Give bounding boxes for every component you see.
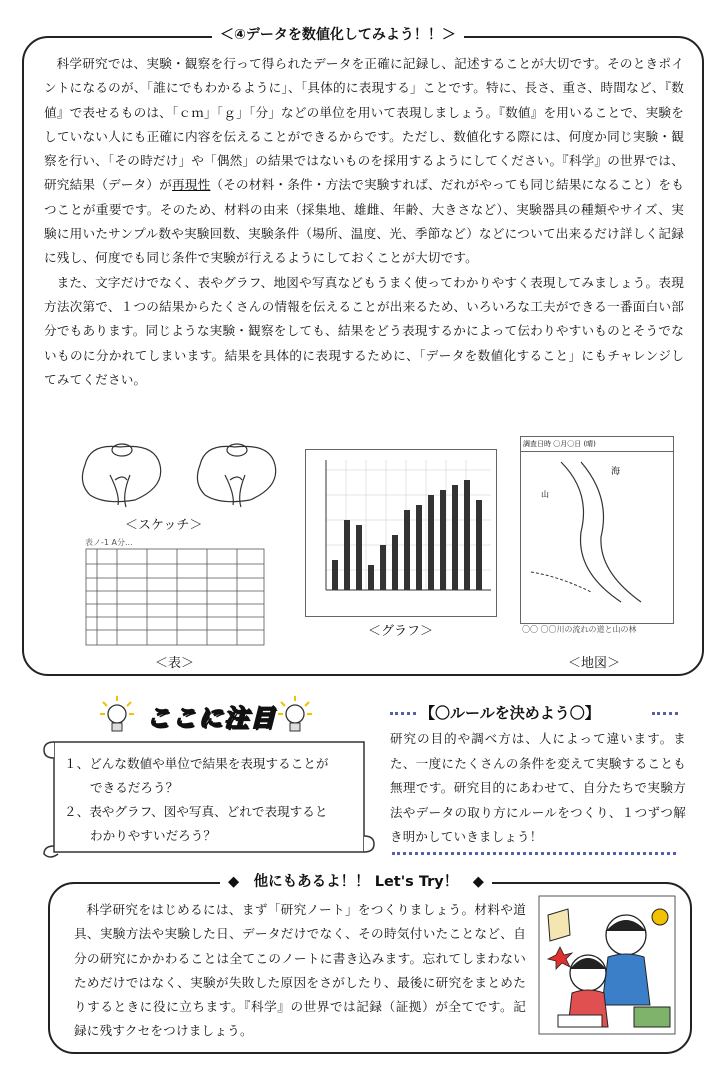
caption-map: ＜地図＞ — [568, 656, 621, 671]
graph-figure — [305, 449, 497, 617]
attention-item-1: １、どんな数値や単位で結果を表現することが — [64, 756, 329, 771]
map-figure — [520, 436, 674, 624]
letstry-title: ◆ 他にもあるよ！！ Let's Try！ ◆ — [220, 870, 492, 891]
attention-list — [64, 752, 364, 848]
attention-item-2: ２、表やグラフ、図や写真、どれで表現すると — [64, 804, 328, 819]
rules-bottom-dots — [392, 852, 676, 855]
light-bulb-icon — [100, 696, 134, 736]
section-body — [44, 52, 684, 392]
rules-title: 【〇ルールを決めよう〇】 — [420, 704, 600, 722]
underlined-term: 再現性 — [172, 177, 211, 193]
map-mountain-label: 山 — [541, 490, 549, 499]
rules-dots-right — [652, 712, 678, 715]
paragraph-2: また、文字だけでなく、表やグラフ、地図や写真などもうまく使ってわかりやすく表現してみましょう。表現方法次第で、１つの結果からたくさんの情報を伝えることが出来るため、いろいろな工夫ができる一番面白い部分でもあります。同じような実験・観察をしても、結果をどう表現するかによって伝わりやすいものとそうでないものに分かれてしまいます。結果を具体的に表現するために、「データを数値化すること」にもチャレンジしてみてください。 — [44, 274, 684, 387]
map-sea-label: 海 — [611, 467, 621, 477]
map-footer: 〇〇 〇〇川の流れの道と山の林 — [522, 625, 637, 634]
attention-item-1-cont: できるだろう？ — [90, 780, 179, 795]
map-header: 調査日時 〇月〇日 (晴) — [521, 437, 673, 452]
table-grid — [85, 548, 265, 646]
sketch-figure — [60, 425, 290, 515]
caption-table: ＜表＞ — [155, 656, 195, 671]
table-figure — [85, 537, 265, 647]
map-drawing — [521, 452, 673, 612]
table-header-scribble: 表ノ-1 A分... — [85, 538, 133, 547]
kids-reading-illustration — [538, 895, 676, 1035]
light-bulb-icon — [278, 696, 312, 736]
caption-graph: ＜グラフ＞ — [368, 624, 434, 639]
letstry-text: 科学研究をはじめるには、まず「研究ノート」をつくりましょう。材料や道具、実験方法や実験した日、データだけでなく、その時気付いたことなど、自分の研究にかかわることは全てこのノートに書き込みます。忘れてしまわないためだけではなく、実験が失敗した原因をさがしたり、最後に研究をまとめたりするときに役に立ちます。『科学』の世界では記録（証拠）が全てです。記録に残すクセをつけましょう。 — [74, 902, 526, 1039]
paragraph-1: 科学研究では、実験・観察を行って得られたデータを正確に記録し、記述することが大切です。そのときポイントになるのが、「誰にでもわかるように」、「具体的に表現する」ことです。特に、長さ、重さ、時間など、『数値』で表せるものは、「ｃｍ」「ｇ」「分」などの単位を用いて表現しましょう。『数値』を用いることで、実験をしていない人にも正確に内容を伝えることができるからです。ただし、数値化する際には、何度か同じ実験・観察を行い、「その時だけ」や「偶然」の結果ではないものを採用するようにしてください。『科学』の世界では、研究結果（データ）が再現性（その材料・条件・方法で実験すれば、だれがやっても同じ結果になること）をもつことが重要です。そのため、材料の由来（採集地、雄雌、年齢、大きさなど）、実験器具の種類やサイズ、実験に用いたサンプル数や実験回数、実験条件（場所、温度、光、季節など）などについて出来るだけ詳しく記録に残し、何度でも同じ条件で実験が行えるようにしておくことが大切です。 — [44, 56, 684, 266]
attention-item-2-cont: わかりやすいだろう？ — [90, 828, 216, 843]
attention-title: ここに注目 — [146, 704, 276, 732]
rules-text: 研究の目的や調べ方は、人によって違います。また、一度にたくさんの条件を変えて実験することも無理です。研究目的にあわせて、自分たちで実験方法やデータの取り方にルールをつくり、１つずつ解き明かしていきましょう！ — [390, 731, 686, 844]
caption-sketch: ＜スケッチ＞ — [125, 518, 203, 533]
section-title: ＜④データを数値化してみよう！！＞ — [212, 24, 464, 44]
rules-dots-left — [390, 712, 416, 715]
